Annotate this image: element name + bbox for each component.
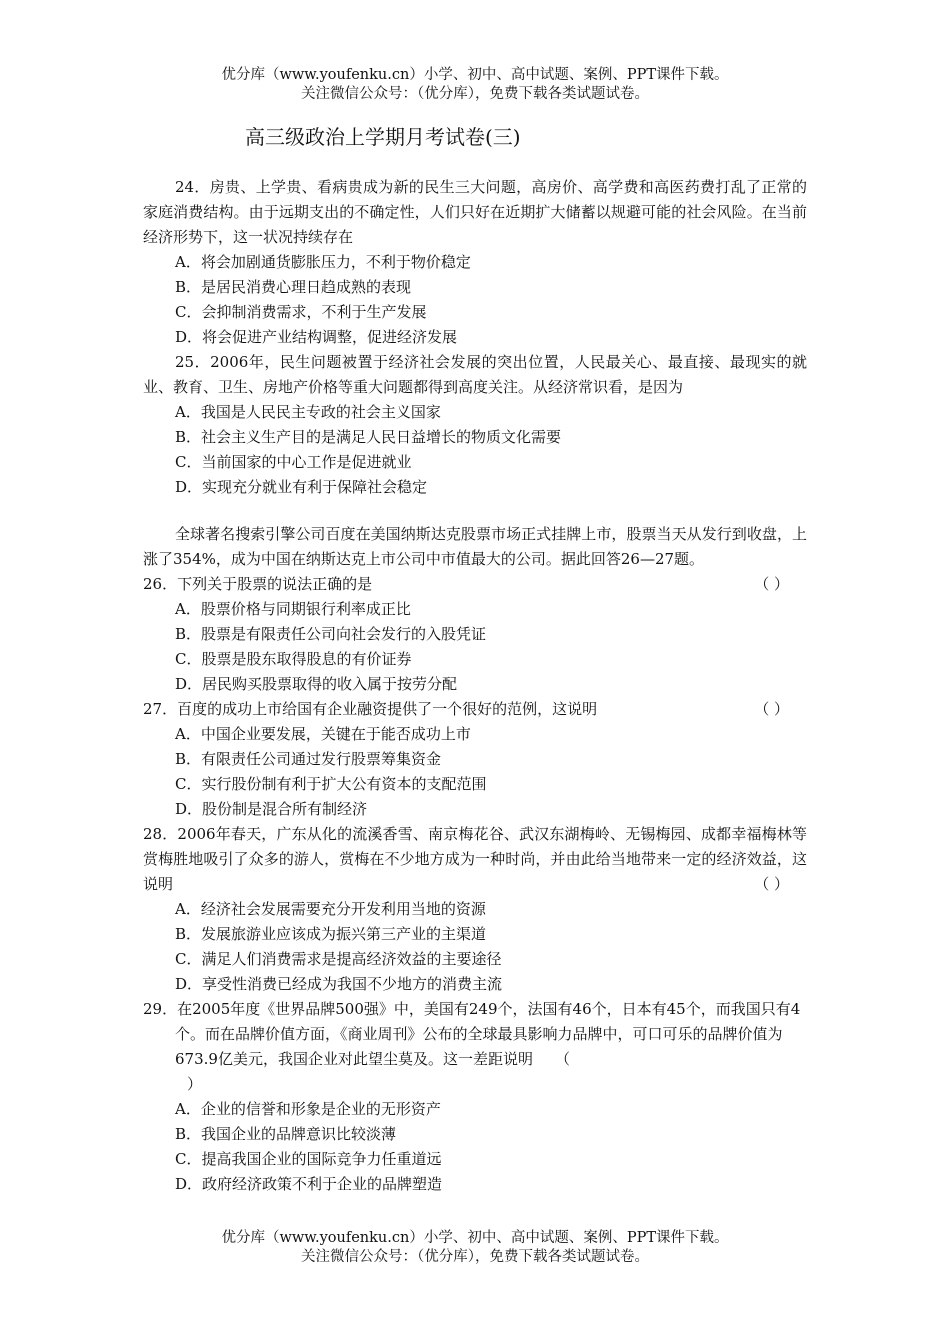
option-b: B．有限责任公司通过发行股票筹集资金: [175, 750, 442, 768]
option-d: D．将会促进产业结构调整，促进经济发展: [175, 328, 458, 346]
page-footer: [0, 1229, 950, 1267]
option-c: C．股票是股东取得股息的有价证券: [175, 650, 412, 668]
question-stem-text: 28．2006年春天，广东从化的流溪香雪、南京梅花谷、武汉东湖梅岭、无锡梅园、成都幸福梅林等赏梅胜地吸引了众多的游人，赏梅在不少地方成为一种时尚，并由此给当地带来一定的经济效益，这说明: [143, 825, 807, 893]
exam-body: [143, 175, 807, 1197]
option-c: C．会抑制消费需求，不利于生产发展: [175, 303, 427, 321]
option-d: D．股份制是混合所有制经济: [175, 800, 368, 818]
option-b: B．发展旅游业应该成为振兴第三产业的主渠道: [175, 925, 487, 943]
option-a: A．将会加剧通货膨胀压力，不利于物价稳定: [175, 253, 471, 271]
answer-paren: （ ）: [754, 700, 789, 718]
option-d: D．政府经济政策不利于企业的品牌塑造: [175, 1175, 443, 1193]
question-29: [143, 997, 807, 1197]
option-d: D．居民购买股票取得的收入属于按劳分配: [175, 675, 458, 693]
option-b: B．是居民消费心理日趋成熟的表现: [175, 278, 412, 296]
option-d: D．实现充分就业有利于保障社会稳定: [175, 478, 428, 496]
header-line-1: 优分库（www.youfenku.cn）小学、初中、高中试题、案例、PPT课件下载。: [221, 67, 729, 83]
question-27: [143, 697, 807, 822]
question-28: [143, 822, 807, 997]
option-c: C．满足人们消费需求是提高经济效益的主要途径: [175, 950, 502, 968]
option-c: C．提高我国企业的国际竞争力任重道远: [175, 1150, 442, 1168]
answer-paren-close: ）: [187, 1075, 203, 1093]
option-b: B．社会主义生产目的是满足人民日益增长的物质文化需要: [175, 428, 562, 446]
option-c: C．当前国家的中心工作是促进就业: [175, 453, 412, 471]
option-a: A．我国是人民民主专政的社会主义国家: [175, 403, 441, 421]
question-stem: 27．百度的成功上市给国有企业融资提供了一个很好的范例，这说明: [143, 700, 598, 718]
page-header: [0, 66, 950, 104]
material-intro: 全球著名搜索引擎公司百度在美国纳斯达克股票市场正式挂牌上市，股票当天从发行到收盘，上涨了354%，成为中国在纳斯达克上市公司中市值最大的公司。据此回答26—27题。: [143, 525, 807, 568]
question-line: [143, 697, 807, 722]
header-line-2: 关注微信公众号：（优分库），免费下载各类试题试卷。: [301, 86, 649, 102]
question-25: [143, 350, 807, 500]
question-stem: 24．房贵、上学贵、看病贵成为新的民生三大问题，高房价、高学费和高医药费打乱了正常的家庭消费结构。由于远期支出的不确定性，人们只好在近期扩大储蓄以规避可能的社会风险。在当前经济形势下，这一状况持续存在: [143, 178, 807, 246]
page-title: 高三级政治上学期月考试卷(三): [245, 125, 521, 149]
option-a: A．经济社会发展需要充分开发利用当地的资源: [175, 900, 486, 918]
question-stem: [143, 997, 807, 1097]
footer-line-2: 关注微信公众号：（优分库），免费下载各类试题试卷。: [301, 1249, 649, 1265]
answer-paren-open: （: [554, 1050, 570, 1068]
question-stem: 26．下列关于股票的说法正确的是: [143, 575, 373, 593]
answer-paren: （ ）: [754, 875, 789, 893]
question-stem: 25．2006年，民生问题被置于经济社会发展的突出位置，人民最关心、最直接、最现实的就业、教育、卫生、房地产价格等重大问题都得到高度关注。从经济常识看，是因为: [143, 353, 807, 396]
question-line: [143, 572, 807, 597]
question-stem-text: 29．在2005年度《世界品牌500强》中，美国有249个，法国有46个，日本有45个，而我国只有4个。而在品牌价值方面，《商业周刊》公布的全球最具影响力品牌中，可口可乐的品牌价值为673.9亿美元，我国企业对此望尘莫及。这一差距说明: [143, 1000, 801, 1068]
answer-paren: （ ）: [754, 575, 789, 593]
option-b: B．股票是有限责任公司向社会发行的入股凭证: [175, 625, 487, 643]
footer-line-1: 优分库（www.youfenku.cn）小学、初中、高中试题、案例、PPT课件下载。: [221, 1230, 729, 1246]
option-a: A．中国企业要发展，关键在于能否成功上市: [175, 725, 471, 743]
option-a: A．股票价格与同期银行利率成正比: [175, 600, 411, 618]
option-c: C．实行股份制有利于扩大公有资本的支配范围: [175, 775, 487, 793]
option-b: B．我国企业的品牌意识比较淡薄: [175, 1125, 397, 1143]
section-gap: [143, 500, 807, 522]
question-24: [143, 175, 807, 350]
option-a: A．企业的信誉和形象是企业的无形资产: [175, 1100, 441, 1118]
option-d: D．享受性消费已经成为我国不少地方的消费主流: [175, 975, 503, 993]
question-stem: [143, 822, 807, 897]
question-26: [143, 572, 807, 697]
